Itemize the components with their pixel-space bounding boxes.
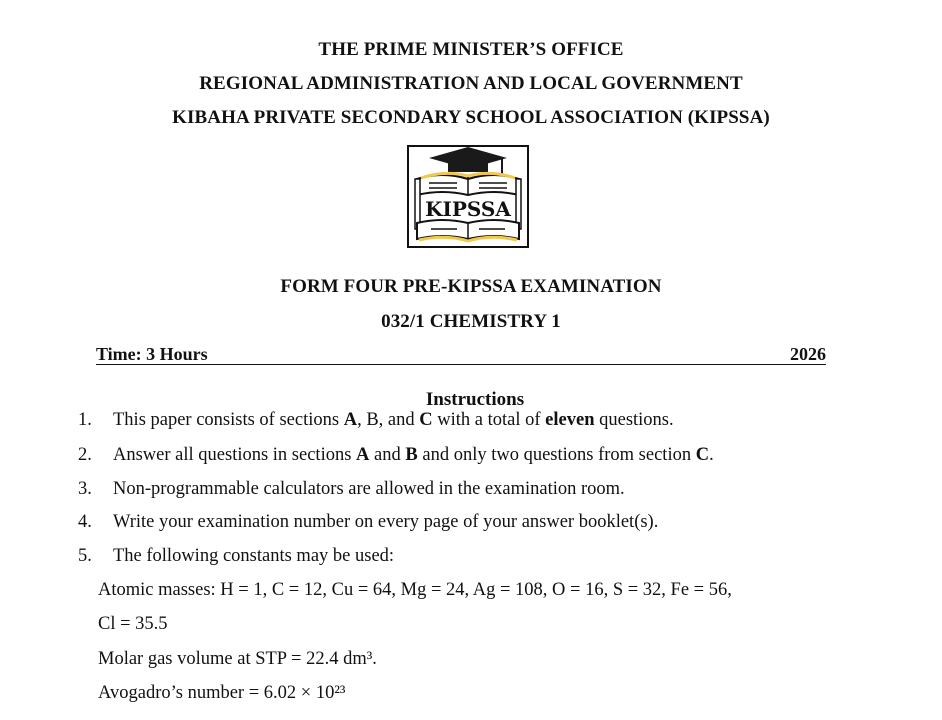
instruction-item: [78, 479, 625, 500]
exam-title: FORM FOUR PRE-KIPSSA EXAMINATION: [280, 276, 662, 297]
instruction-text: The following constants may be used:: [113, 546, 395, 566]
instruction-text: .: [709, 445, 714, 465]
instruction-text: Answer all questions in sections: [113, 445, 357, 465]
instruction-item: [78, 445, 714, 466]
instruction-text: questions.: [594, 410, 674, 430]
instruction-item: [78, 546, 394, 567]
header-line-3: KIBAHA PRIVATE SECONDARY SCHOOL ASSOCIATION (KIPSSA): [172, 107, 770, 128]
instruction-text: , B, and: [357, 410, 420, 430]
instruction-text: with a total of: [432, 410, 546, 430]
instruction-number: 3.: [78, 479, 92, 499]
instruction-number: 5.: [78, 546, 92, 566]
instruction-text: Non-programmable calculators are allowed in the examination room.: [113, 479, 625, 499]
constant-molar-volume: Molar gas volume at STP = 22.4 dm³.: [98, 649, 377, 669]
instruction-text: This paper consists of sections: [113, 410, 344, 430]
instruction-number: 1.: [78, 410, 92, 430]
exam-subject: 032/1 CHEMISTRY 1: [381, 311, 561, 332]
constant-atomic-masses-1: Atomic masses: H = 1, C = 12, Cu = 64, Mg = 24, Ag = 108, O = 16, S = 32, Fe = 56,: [98, 580, 732, 600]
instruction-number: 4.: [78, 512, 92, 532]
constant-avogadro: Avogadro’s number = 6.02 × 10²³: [98, 683, 346, 703]
instruction-number: 2.: [78, 445, 92, 465]
instruction-text: Write your examination number on every page of your answer booklet(s).: [113, 512, 659, 532]
instruction-bold-text: C: [419, 410, 433, 430]
instructions-title: Instructions: [425, 389, 525, 410]
instruction-item: [78, 410, 674, 431]
kipssa-logo: [407, 145, 529, 248]
underline-rule: [96, 364, 826, 365]
header-line-2: REGIONAL ADMINISTRATION AND LOCAL GOVERNMENT: [199, 73, 743, 94]
instruction-bold-text: A: [343, 410, 358, 430]
instruction-item: [78, 512, 658, 533]
instruction-text: and: [369, 445, 406, 465]
instruction-bold-text: B: [405, 445, 418, 465]
exam-time: Time: 3 Hours: [96, 344, 208, 364]
instruction-text: and only two questions from section: [417, 445, 696, 465]
exam-year: 2026: [790, 344, 826, 364]
header-line-1: THE PRIME MINISTER’S OFFICE: [318, 39, 624, 60]
logo-text: KIPSSA: [425, 197, 511, 221]
constant-atomic-masses-2: Cl = 35.5: [98, 614, 168, 634]
instruction-bold-text: A: [356, 445, 370, 465]
instruction-bold-text: C: [695, 445, 710, 465]
instruction-bold-text: eleven: [545, 410, 595, 430]
